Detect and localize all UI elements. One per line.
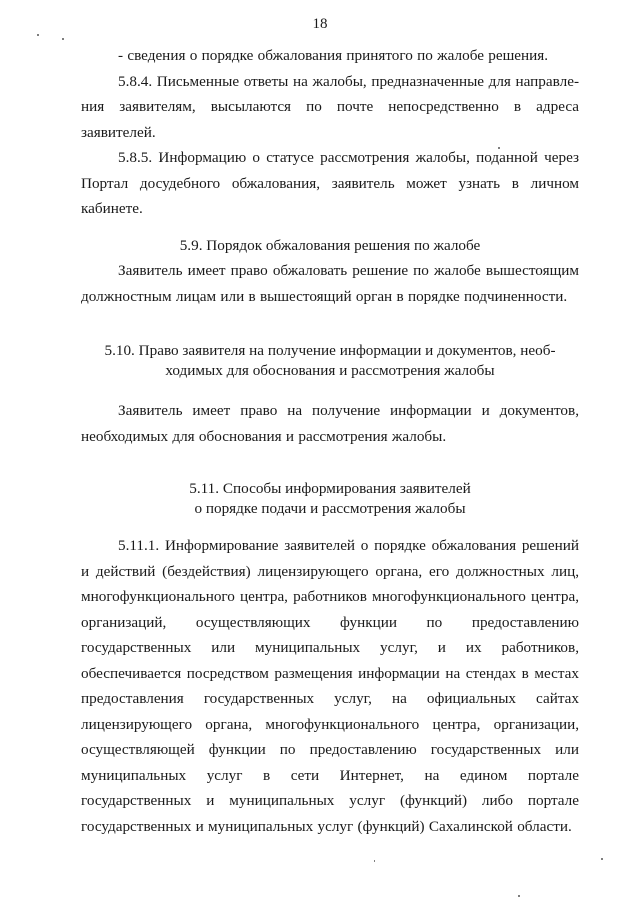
heading-5-9-title: 5.9. Порядок обжалования решения по жалобе bbox=[179, 237, 481, 254]
scan-speck bbox=[498, 147, 500, 149]
paragraph-5-10-text: Заявитель имеет право на получение информации и документов, необходимых для обоснования и рассмотрения жалобы. bbox=[81, 402, 579, 445]
heading-5-9 bbox=[81, 236, 579, 256]
paragraph-5-8-4: 5.8.4. Письменные ответы на жалобы, предназначенные для направления заявителям, высылаются по почте непосредственно в адреса заявителей. bbox=[81, 72, 579, 141]
heading-5-11 bbox=[81, 479, 579, 519]
paragraph-block-5-11 bbox=[81, 533, 579, 839]
scan-speck bbox=[374, 860, 375, 862]
paragraph-5-11-1: 5.11.1. Информирование заявителей о порядке обжалования решений и действий (бездействия) лицензирующего органа, его должностных лиц, многофункционального центра, работников многофункционального центра, организаций, осуществляющих функции по предоставлению государственных или муниципальных услуг, и их работников, обеспечивается посредством размещения информации на стендах в местах предоставления государственных услуг, на официальных сайтах лицензирующего органа, многофункционального центра, организации, осуществляющей функции по предоставлению государственных или муниципальных услуг в сети Интернет, на едином портале государственных и муниципальных услуг (функций) либо портале государственных и муниципальных услуг (функций) Сахалинской области. bbox=[81, 537, 579, 835]
paragraph-block-5-10 bbox=[81, 398, 579, 449]
scan-speck bbox=[601, 858, 603, 860]
paragraph-5-8-5: 5.8.5. Информацию о статусе рассмотрения жалобы, поданной через Портал досудебного обжалования, заявитель может узнать в личном кабинете. bbox=[81, 149, 579, 217]
heading-5-11-line2: о порядке подачи и рассмотрения жалобы bbox=[194, 500, 466, 517]
heading-5-10-line2: ходимых для обоснования и рассмотрения жалобы bbox=[165, 362, 495, 379]
scan-speck bbox=[518, 895, 520, 897]
heading-5-10 bbox=[81, 341, 579, 381]
heading-5-11-line1: 5.11. Способы информирования заявителей bbox=[189, 480, 471, 497]
paragraph-block-5-8 bbox=[81, 43, 579, 222]
paragraph-5-9-text: Заявитель имеет право обжаловать решение по жалобе вышестоящим должностным лицам или в вышестоящий орган в порядке подчиненности. bbox=[81, 262, 579, 305]
paragraph-block-5-9 bbox=[81, 258, 579, 309]
page-number: 18 bbox=[312, 16, 328, 32]
scan-speck bbox=[37, 34, 39, 36]
scan-speck bbox=[62, 38, 64, 40]
heading-5-10-line1: 5.10. Право заявителя на получение информации и документов, необ- bbox=[104, 342, 556, 359]
paragraph-appeal-info: - сведения о порядке обжалования принятого по жалобе решения. bbox=[118, 47, 549, 64]
